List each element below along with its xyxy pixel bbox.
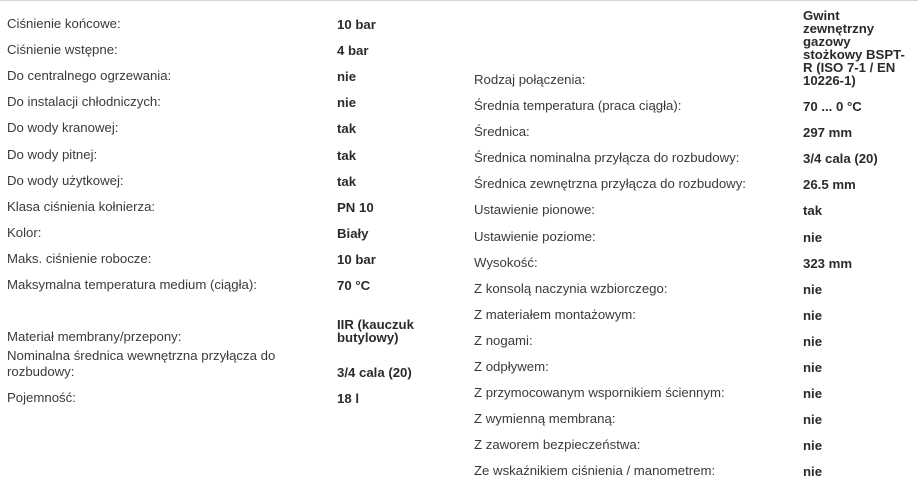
- spec-value: nie: [803, 360, 823, 376]
- spec-value: 10 bar: [337, 251, 376, 267]
- spec-value: 3/4 cala (20): [337, 365, 412, 381]
- spec-value: tak: [337, 121, 357, 137]
- spec-label: Maks. ciśnienie robocze:: [7, 250, 152, 266]
- spec-row: [474, 143, 914, 169]
- spec-row: [7, 139, 427, 165]
- spec-label: Do wody pitnej:: [7, 146, 98, 162]
- spec-row: [474, 378, 914, 404]
- spec-value: tak: [337, 173, 357, 189]
- spec-row: [7, 9, 427, 35]
- spec-row: [7, 61, 427, 87]
- top-divider: [0, 0, 918, 1]
- spec-label: Z materiałem montażowym:: [474, 306, 636, 322]
- spec-label: Wysokość:: [474, 254, 538, 270]
- spec-value: nie: [803, 386, 823, 402]
- spec-value: 18 l: [337, 391, 359, 407]
- spec-row: [474, 169, 914, 195]
- spec-label: Pojemność:: [7, 390, 76, 406]
- spec-row: [474, 195, 914, 221]
- spec-value: nie: [803, 438, 823, 454]
- spec-label: Ciśnienie końcowe:: [7, 16, 121, 32]
- spec-row: [7, 383, 427, 409]
- spec-row: [7, 218, 427, 244]
- spec-label: Nominalna średnica wewnętrzna przyłącza do rozbudowy:: [7, 348, 276, 380]
- spec-row: [7, 192, 427, 218]
- spec-row: [7, 296, 427, 348]
- spec-row: [474, 91, 914, 117]
- spec-label: Średnica:: [474, 124, 530, 140]
- spec-row: [7, 244, 427, 270]
- spec-label: Ustawienie pionowe:: [474, 202, 595, 218]
- spec-row: [7, 87, 427, 113]
- spec-value: 26.5 mm: [803, 177, 856, 193]
- spec-value: nie: [803, 412, 823, 428]
- spec-row: [7, 35, 427, 61]
- spec-label: Ze wskaźnikiem ciśnienia / manometrem:: [474, 463, 716, 479]
- spec-row: [474, 274, 914, 300]
- spec-label: Rodzaj połączenia:: [474, 72, 586, 87]
- spec-label: Kolor:: [7, 224, 42, 240]
- spec-label: Ciśnienie wstępne:: [7, 42, 118, 58]
- spec-label: Średnica zewnętrzna przyłącza do rozbudowy:: [474, 176, 746, 192]
- spec-label: Klasa ciśnienia kołnierza:: [7, 198, 156, 214]
- spec-label: Do instalacji chłodniczych:: [7, 94, 161, 110]
- spec-value: 323 mm: [803, 255, 853, 271]
- spec-value: nie: [803, 281, 823, 297]
- spec-row: [474, 404, 914, 430]
- spec-row: [474, 221, 914, 247]
- spec-label: Maksymalna temperatura medium (ciągła):: [7, 277, 257, 293]
- spec-row: [7, 113, 427, 139]
- spec-value: nie: [803, 464, 823, 480]
- spec-table-right: [474, 9, 914, 482]
- spec-value: 3/4 cala (20): [803, 151, 878, 167]
- spec-value: 10 bar: [337, 17, 376, 33]
- spec-row: [474, 352, 914, 378]
- spec-label: Średnica nominalna przyłącza do rozbudowy:: [474, 150, 740, 166]
- spec-label: Z zaworem bezpieczeństwa:: [474, 437, 641, 453]
- spec-value: 70 °C: [337, 278, 371, 294]
- spec-label: Do wody kranowej:: [7, 120, 119, 136]
- spec-value: Biały: [337, 225, 369, 241]
- spec-label: Z przymocowanym wspornikiem ściennym:: [474, 385, 725, 401]
- spec-label: Z konsolą naczynia wzbiorczego:: [474, 280, 668, 296]
- spec-table-left: [7, 9, 427, 409]
- spec-value: PN 10: [337, 199, 374, 215]
- spec-label: Z nogami:: [474, 332, 533, 348]
- spec-label: Z wymienną membraną:: [474, 411, 616, 427]
- spec-value: nie: [803, 229, 823, 245]
- spec-label: Do wody użytkowej:: [7, 172, 124, 188]
- spec-value: 70 ... 0 °C: [803, 99, 862, 115]
- spec-label: Z odpływem:: [474, 359, 549, 375]
- spec-row: [474, 326, 914, 352]
- spec-value: nie: [337, 69, 357, 85]
- spec-label: Średnia temperatura (praca ciągła):: [474, 98, 682, 114]
- spec-value: 4 bar: [337, 43, 369, 59]
- spec-value: tak: [803, 203, 823, 219]
- spec-value: tak: [337, 147, 357, 163]
- spec-row: [7, 166, 427, 192]
- spec-row: [474, 430, 914, 456]
- spec-label: Ustawienie poziome:: [474, 228, 596, 244]
- spec-row: [7, 270, 427, 296]
- spec-value: nie: [803, 307, 823, 323]
- spec-value: nie: [337, 95, 357, 111]
- spec-row: [474, 456, 914, 482]
- spec-label: Materiał membrany/przepony:: [7, 329, 182, 345]
- spec-value: IIR (kauczuk butylowy): [337, 317, 414, 346]
- spec-row: [474, 117, 914, 143]
- spec-label: Do centralnego ogrzewania:: [7, 68, 172, 84]
- spec-row: [474, 248, 914, 274]
- spec-row: [7, 348, 427, 383]
- spec-value: Gwint zewnętrzny gazowy stożkowy BSPT-R (ISO 7-1 / EN 10226-1): [803, 8, 905, 88]
- spec-row: [474, 300, 914, 326]
- spec-value: nie: [803, 333, 823, 349]
- spec-value: 297 mm: [803, 125, 853, 141]
- spec-row: [474, 9, 914, 91]
